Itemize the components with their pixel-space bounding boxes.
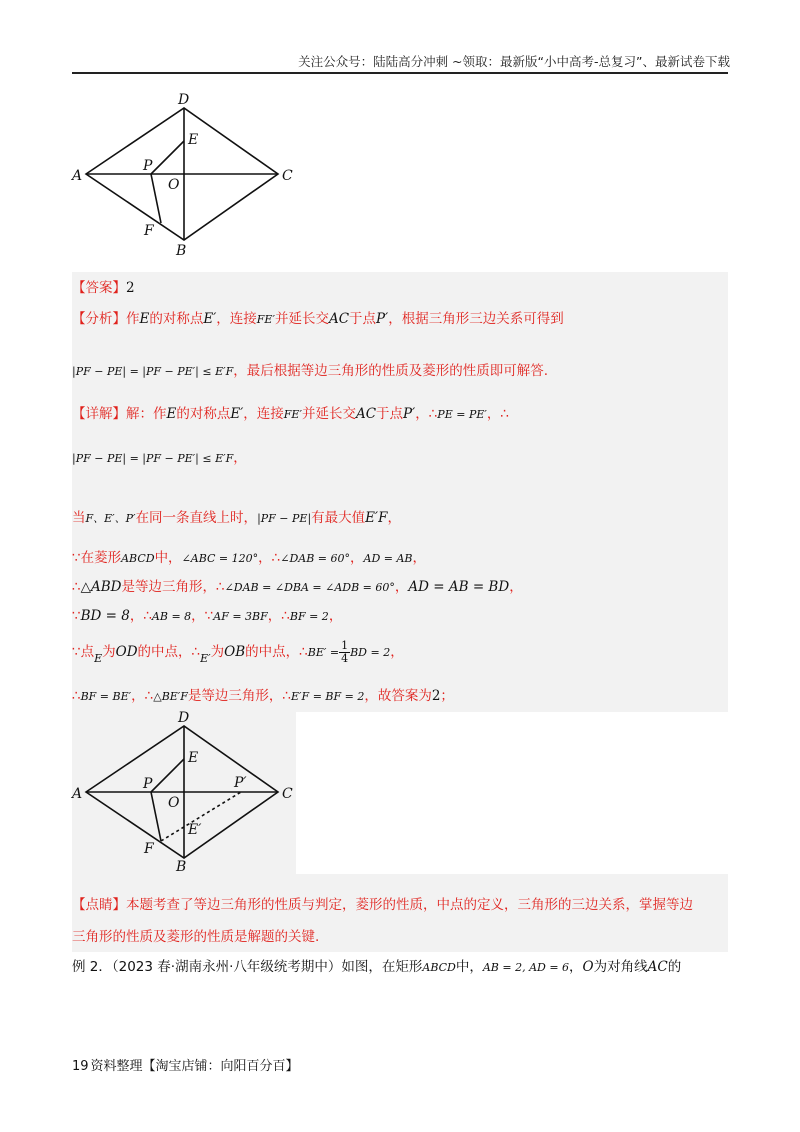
- answer-tag: 【答案】: [72, 280, 126, 296]
- label-e: E: [188, 132, 199, 148]
- math-e: E: [94, 652, 103, 665]
- detail-line-1: [72, 402, 509, 422]
- math-o: O: [582, 959, 594, 975]
- label-o: O: [168, 795, 180, 811]
- label-d: D: [178, 92, 190, 108]
- footer-text: 资料整理【淘宝店铺：向阳百分百】: [90, 1059, 299, 1074]
- math: AF = 3BF: [213, 610, 268, 623]
- math: E′F = BF = 2: [291, 690, 365, 703]
- math-equation: PE = PE′: [437, 408, 487, 421]
- label-a: A: [72, 786, 83, 802]
- text: 当: [72, 510, 86, 526]
- text: 有最大值: [311, 510, 366, 526]
- text: ，: [390, 644, 404, 660]
- answer-value: 2: [126, 280, 135, 296]
- detail-line-3: [72, 506, 401, 526]
- label-p: P: [143, 158, 153, 174]
- detail-line-8: [72, 684, 454, 704]
- math-e-prime: E′: [203, 311, 217, 327]
- text: ∴: [72, 579, 81, 595]
- label-b: B: [176, 859, 187, 875]
- math: BD = 8: [80, 608, 130, 624]
- math: BE′ =: [307, 646, 340, 659]
- label-f: F: [144, 223, 154, 239]
- text: 于点: [349, 311, 377, 327]
- text: ，故答案为: [364, 688, 432, 704]
- text: ，∴: [131, 688, 154, 704]
- math: BF = BE′: [80, 690, 132, 703]
- text: 在同一条直线上时，: [135, 510, 258, 526]
- text: ∴: [72, 688, 81, 704]
- math: AD = AB: [363, 552, 413, 565]
- comment-text: 本题考查了等边三角形的性质与判定，菱形的性质，中点的定义，三角形的三边关系，掌握等边: [126, 897, 693, 913]
- text: ，∴: [258, 550, 281, 566]
- fraction-denominator: 4: [341, 652, 349, 665]
- text: ，连接: [216, 311, 257, 327]
- text: ，最后根据等边三角形的性质及菱形的性质即可解答.: [233, 363, 549, 379]
- text: ，: [394, 579, 409, 595]
- math: ∠DAB = ∠DBA = ∠ADB = 60°: [224, 581, 395, 594]
- math: △BE′F: [153, 690, 188, 703]
- comment-text: 三角形的性质及菱形的性质是解题的关键.: [72, 929, 320, 945]
- segment-pe: [151, 759, 184, 792]
- math: AD = AB = BD: [408, 579, 510, 595]
- math: AB = 2, AD = 6: [482, 961, 570, 974]
- text: ，: [509, 579, 523, 595]
- analysis-line-1: [72, 307, 564, 327]
- text: ∵点: [72, 644, 95, 660]
- analysis-tag: 【分析】: [72, 311, 126, 327]
- math: BF = 2: [289, 610, 329, 623]
- text: 为: [102, 644, 116, 660]
- detail-line-2: [72, 446, 247, 466]
- text: ，∴: [486, 406, 509, 422]
- math-e-prime: E′: [200, 652, 211, 665]
- text: 是等边三角形，∴: [121, 579, 225, 595]
- text: ，∴: [129, 608, 152, 624]
- segment-pf: [151, 792, 161, 841]
- comment-line-2: [72, 925, 319, 945]
- header-rule: [72, 72, 728, 74]
- analysis-line-2: [72, 359, 548, 379]
- page-number: 19: [72, 1059, 89, 1074]
- label-f: F: [144, 841, 154, 857]
- math-abcd: ABCD: [121, 552, 155, 565]
- text: ，: [412, 550, 427, 566]
- label-o: O: [168, 177, 180, 193]
- text: 解：作: [126, 406, 167, 422]
- text: 的中点，∴: [245, 644, 308, 660]
- text: ，: [387, 510, 401, 526]
- math-ob: OB: [224, 644, 246, 660]
- math: ∠DAB = 60°: [280, 552, 351, 565]
- math-ac: AC: [328, 311, 350, 327]
- math: BD = 2: [350, 646, 391, 659]
- detail-line-4: [72, 546, 426, 566]
- segment-pf: [151, 174, 161, 223]
- page-header: 关注公众号：陆陆高分冲刺 ~领取：最新版“小中高考-总复习”、最新试卷下载: [298, 54, 730, 69]
- math: AB = 8: [151, 610, 192, 623]
- fraction-numerator: 1: [341, 639, 349, 652]
- detail-line-5: [72, 575, 523, 595]
- text: 的对称点: [176, 406, 231, 422]
- text: 并延长交: [301, 406, 356, 422]
- math-e-prime: E′: [230, 406, 244, 422]
- math-ac: AC: [647, 959, 668, 975]
- math-ef: E′F: [365, 510, 388, 526]
- label-c: C: [282, 168, 293, 184]
- detail-line-6: [72, 604, 342, 624]
- text: ，∴: [267, 608, 290, 624]
- rhombus-figure-2: [66, 708, 306, 876]
- label-d: D: [178, 710, 190, 726]
- text: ，∵: [191, 608, 214, 624]
- comment-tag: 【点睛】: [72, 897, 126, 913]
- label-a: A: [72, 168, 83, 184]
- label-p-prime: P′: [234, 775, 247, 791]
- example-2-line: [72, 955, 681, 975]
- text: ，: [328, 608, 343, 624]
- comment-line-1: [72, 893, 693, 913]
- text: ，连接: [243, 406, 284, 422]
- label-e: E: [188, 750, 199, 766]
- math-fe-prime: FE′: [283, 408, 302, 421]
- example-text: 的: [667, 959, 682, 975]
- detail-tag: 【详解】: [72, 406, 126, 422]
- text: 的中点，∴: [137, 644, 201, 660]
- detail-inequality: |PF − PE| = |PF − PE′| ≤ E′F: [72, 452, 234, 465]
- figure-2-whitespace: [296, 712, 728, 874]
- label-b: B: [176, 243, 187, 259]
- text: ，: [233, 450, 247, 466]
- math-e: E: [166, 406, 177, 422]
- example-text: 为对角线: [593, 959, 648, 975]
- text: 是等边三角形，∴: [187, 688, 292, 704]
- math-abcd: ABCD: [422, 961, 456, 974]
- label-p: P: [143, 776, 153, 792]
- page-footer: [72, 1055, 299, 1074]
- math-abs: |PF − PE|: [257, 512, 312, 525]
- analysis-inequality: |PF − PE| = |PF − PE′| ≤ E′F: [72, 365, 234, 378]
- text: ，∴: [415, 406, 438, 422]
- text: 并延长交: [274, 311, 329, 327]
- text: 中，: [154, 550, 182, 566]
- math-od: OD: [115, 644, 138, 660]
- text: 的对称点: [149, 311, 204, 327]
- math: ∠ABC = 120°: [181, 552, 259, 565]
- text: 作: [126, 311, 140, 327]
- example-text: ，: [569, 959, 583, 975]
- text: 于点: [376, 406, 404, 422]
- fraction-one-quarter: [339, 640, 350, 665]
- text: ∵: [72, 608, 81, 624]
- label-c: C: [282, 786, 293, 802]
- detail-line-7: [72, 640, 404, 665]
- math-fe-prime: FE′: [256, 313, 275, 326]
- math-ac: AC: [355, 406, 377, 422]
- example-text: 中，: [455, 959, 483, 975]
- math-points: F、E′、P′: [85, 512, 136, 525]
- answer-line: [72, 276, 135, 296]
- math: △ABD: [80, 579, 122, 595]
- segment-pe: [151, 141, 184, 174]
- text: ，: [350, 550, 364, 566]
- rhombus-figure-1: [66, 90, 306, 260]
- text: 为: [210, 644, 225, 660]
- text: ；: [440, 688, 454, 704]
- text: ，根据三角形三边关系可得到: [388, 311, 564, 327]
- final-value: 2: [431, 688, 441, 704]
- math-e: E: [139, 311, 150, 327]
- math-p-prime: P′: [376, 311, 389, 327]
- label-e-prime: E′: [188, 822, 202, 838]
- math-p-prime: P′: [403, 406, 416, 422]
- example-text: 例 2．（2023 春·湖南永州·八年级统考期中）如图，在矩形: [72, 959, 423, 975]
- text: ∵在菱形: [72, 550, 122, 566]
